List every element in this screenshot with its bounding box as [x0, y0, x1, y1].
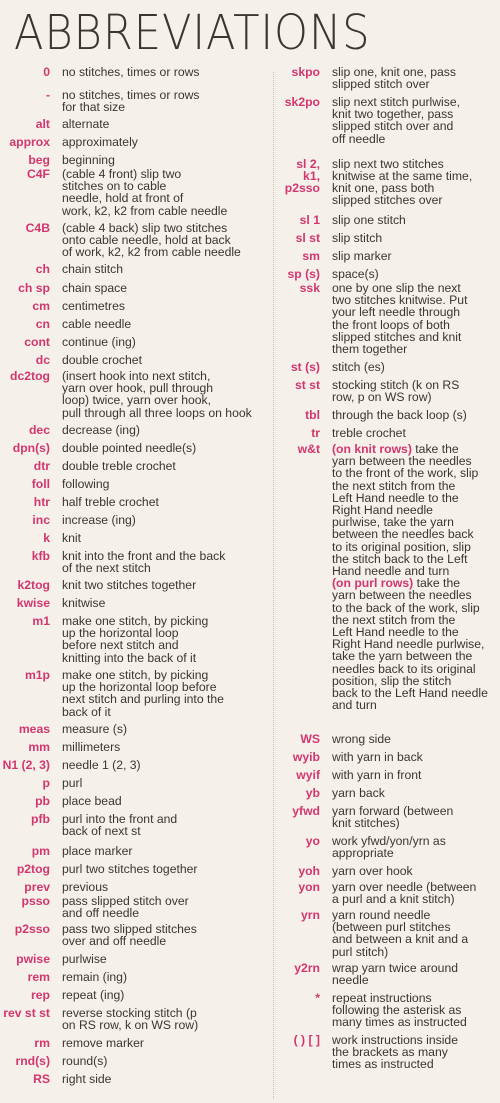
abbreviation-term: m1p	[24, 668, 50, 682]
abbreviation-row	[280, 409, 500, 427]
abbreviation-definition: place marker	[62, 844, 133, 858]
abbreviation-row	[280, 182, 500, 214]
abbreviation-definition: (cable 4 back) slip two stitches onto cable needle, hold at back of work, k2, k2 from cable needle	[62, 221, 241, 260]
abbreviation-row	[0, 1007, 268, 1037]
abbreviation-term: -	[45, 88, 50, 102]
abbreviation-definition: yarn round needle (between purl stitches and between a knit and a purl stitch)	[332, 908, 469, 959]
abbreviation-definition: double treble crochet	[62, 459, 176, 473]
abbreviation-row	[0, 442, 268, 460]
left-column	[0, 66, 268, 1091]
abbreviation-definition: slip one stitch	[332, 213, 406, 227]
abbreviation-row	[280, 909, 500, 962]
abbreviation-definition: reverse stocking stitch (p on RS row, k on WS row)	[62, 1006, 199, 1033]
abbreviation-definition: wrong side	[332, 732, 391, 746]
abbreviation-row	[0, 579, 268, 597]
abbreviation-definition: alternate	[62, 117, 110, 131]
abbreviation-term: WS	[300, 732, 320, 746]
abbreviation-term: sl 1	[299, 213, 320, 227]
abbreviation-row	[280, 805, 500, 835]
abbreviation-definition: increase (ing)	[62, 513, 136, 527]
abbreviation-term: psso	[21, 894, 50, 908]
abbreviation-definition: (cable 4 front) slip two stitches on to cable needle, hold at front of work, k2, k2 from cable needle	[62, 167, 228, 218]
abbreviation-term: inc	[32, 513, 50, 527]
abbreviation-term: beg	[28, 153, 50, 167]
abbreviation-definition: repeat instructions following the asterisk as many times as instructed	[332, 991, 467, 1030]
abbreviation-row	[0, 300, 268, 318]
abbreviation-term: yon	[298, 880, 320, 894]
abbreviation-term: sm	[302, 249, 320, 263]
abbreviation-definition: slip next two stitches knitwise at the same time,	[332, 157, 473, 184]
abbreviation-definition: no stitches, times or rows for that size	[62, 88, 200, 115]
abbreviation-term: rnd(s)	[15, 1054, 50, 1068]
abbreviation-term: dtr	[33, 459, 50, 473]
abbreviation-term: foll	[31, 477, 50, 491]
abbreviation-row	[280, 443, 500, 733]
abbreviation-definition: knit into the front and the back of the next stitch	[62, 549, 226, 576]
abbreviation-term: skpo	[291, 65, 320, 79]
page-title: ABBREVIATIONS	[14, 5, 371, 61]
abbreviation-term: sk2po	[284, 95, 320, 109]
abbreviation-term: rem	[27, 970, 50, 984]
abbreviation-row	[0, 597, 268, 615]
abbreviation-term: sl st	[295, 231, 320, 245]
abbreviation-term: k	[43, 531, 50, 545]
abbreviation-definition: place bead	[62, 794, 122, 808]
abbreviation-term: pm	[31, 844, 50, 858]
abbreviation-term: tbl	[305, 408, 320, 422]
abbreviation-term: htr	[33, 495, 50, 509]
abbreviation-definition: treble crochet	[332, 426, 406, 440]
abbreviation-term: w&t	[297, 442, 320, 456]
abbreviation-definition: remain (ing)	[62, 970, 128, 984]
abbreviation-term: pb	[35, 794, 50, 808]
abbreviation-term: C4B	[25, 221, 50, 235]
abbreviation-term: yrn	[301, 908, 320, 922]
abbreviation-definition: centimetres	[62, 299, 125, 313]
abbreviation-term: 0	[43, 65, 50, 79]
abbreviation-term: kwise	[16, 596, 50, 610]
abbreviation-definition: purl into the front and back of next st	[62, 812, 178, 839]
abbreviation-definition: knit two stitches together	[62, 578, 197, 592]
abbreviation-definition: double pointed needle(s)	[62, 441, 197, 455]
abbreviation-definition: stocking stitch (k on RS row, p on WS row)	[332, 378, 460, 405]
abbreviation-definition: repeat (ing)	[62, 988, 125, 1002]
abbreviation-definition: slip next stitch purlwise, knit two together, pass slipped stitch over and off needle	[332, 95, 461, 146]
abbreviation-row	[0, 66, 268, 89]
abbreviation-term: pfb	[31, 812, 50, 826]
abbreviation-row	[0, 318, 268, 336]
abbreviation-definition: purl	[62, 776, 83, 790]
abbreviation-definition: (insert hook into next stitch, yarn over hook, pull through loop) twice, yarn over hook, pull through all three loops on hook	[62, 369, 252, 420]
abbreviation-term: dec	[28, 423, 50, 437]
abbreviation-row	[280, 751, 500, 769]
abbreviation-row	[0, 741, 268, 759]
abbreviation-definition: half treble crochet	[62, 495, 159, 509]
abbreviation-row	[0, 923, 268, 953]
abbreviation-term: pwise	[16, 952, 50, 966]
abbreviation-definition: continue (ing)	[62, 335, 136, 349]
abbreviation-row	[0, 971, 268, 989]
abbreviation-definition: pass two slipped stitches over and off needle	[62, 922, 197, 949]
abbreviation-row	[280, 361, 500, 379]
abbreviation-definition: round(s)	[62, 1054, 108, 1068]
abbreviation-term: prev	[24, 880, 50, 894]
abbreviation-term: p2sso	[284, 181, 320, 195]
abbreviation-row	[280, 835, 500, 865]
abbreviation-term: rm	[34, 1036, 50, 1050]
abbreviation-term: p	[42, 776, 50, 790]
abbreviation-definition: following	[62, 477, 110, 491]
abbreviation-row	[0, 514, 268, 532]
abbreviation-definition: chain stitch	[62, 262, 123, 276]
abbreviation-definition: beginning	[62, 153, 115, 167]
abbreviation-row	[0, 282, 268, 300]
abbreviation-definition: chain space	[62, 281, 128, 295]
abbreviation-term: p2sso	[14, 922, 50, 936]
abbreviation-row	[0, 370, 268, 424]
abbreviation-term: RS	[33, 1072, 50, 1086]
abbreviation-row	[0, 222, 268, 263]
abbreviation-definition: knitwise	[62, 596, 106, 610]
abbreviation-definition: needle 1 (2, 3)	[62, 758, 141, 772]
abbreviation-row	[0, 1037, 268, 1055]
abbreviation-definition: purl two stitches together	[62, 862, 198, 876]
abbreviation-term: p2tog	[16, 862, 50, 876]
abbreviation-row	[0, 496, 268, 514]
abbreviation-row	[280, 992, 500, 1034]
abbreviation-row	[0, 881, 268, 895]
column-divider	[273, 72, 274, 1099]
abbreviation-row	[0, 550, 268, 579]
abbreviation-term: rep	[31, 988, 50, 1002]
abbreviation-term: y2rn	[294, 961, 320, 975]
abbreviation-row	[280, 733, 500, 751]
abbreviation-row	[0, 863, 268, 881]
abbreviation-definition: approximately	[62, 135, 138, 149]
abbreviation-definition: make one stitch, by picking up the horizontal loop before next stitch and knitting into the back of it	[62, 614, 209, 665]
abbreviation-term: alt	[35, 117, 50, 131]
abbreviation-row	[0, 615, 268, 669]
abbreviation-row	[0, 336, 268, 354]
abbreviation-row	[280, 66, 500, 96]
abbreviation-term: ch sp	[18, 281, 50, 295]
abbreviation-definition: yarn over hook	[332, 864, 413, 878]
abbreviation-definition: stitch (es)	[332, 360, 385, 374]
abbreviation-definition: through the back loop (s)	[332, 408, 467, 422]
abbreviation-definition: remove marker	[62, 1036, 144, 1050]
abbreviation-term: ( ) [ ]	[293, 1033, 320, 1047]
abbreviation-row	[280, 962, 500, 992]
abbreviation-row	[0, 89, 268, 118]
abbreviation-row	[0, 723, 268, 741]
abbreviation-definition: no stitches, times or rows	[62, 65, 200, 79]
abbreviation-term: tr	[311, 426, 320, 440]
abbreviation-definition: one by one slip the next two stitches knitwise. Put your left needle through the front loops of both slipped stitches and knit them together	[332, 281, 468, 357]
abbreviation-row	[280, 787, 500, 805]
abbreviation-definition: knit one, pass both slipped stitches over	[332, 181, 443, 208]
abbreviation-definition: with yarn in back	[332, 750, 423, 764]
abbreviation-definition: purlwise	[62, 952, 107, 966]
abbreviation-term: st (s)	[290, 360, 320, 374]
abbreviation-row	[0, 532, 268, 550]
abbreviation-definition: measure (s)	[62, 722, 128, 736]
abbreviation-row	[280, 250, 500, 268]
abbreviation-row	[280, 214, 500, 232]
abbreviation-row	[0, 154, 268, 168]
abbreviation-definition: with yarn in front	[332, 768, 422, 782]
abbreviation-row	[280, 268, 500, 282]
abbreviation-term: sl 2, k1,	[296, 157, 320, 184]
abbreviation-term: yfwd	[292, 804, 320, 818]
abbreviation-definition: double crochet	[62, 353, 142, 367]
abbreviation-row	[0, 1073, 268, 1091]
abbreviation-definition: yarn forward (between knit stitches)	[332, 804, 454, 831]
abbreviation-term: sp (s)	[287, 267, 320, 281]
abbreviation-term: N1 (2, 3)	[2, 758, 50, 772]
abbreviation-term: dpn(s)	[12, 441, 50, 455]
abbreviation-definition: wrap yarn twice around needle	[332, 961, 458, 988]
abbreviation-row	[280, 379, 500, 409]
abbreviation-row	[280, 232, 500, 250]
abbreviation-row	[0, 813, 268, 845]
abbreviation-term: cm	[32, 299, 50, 313]
abbreviation-definition: cable needle	[62, 317, 132, 331]
abbreviation-definition: work yfwd/yon/yrn as appropriate	[332, 834, 446, 861]
abbreviation-row	[280, 1034, 500, 1076]
abbreviation-definition: space(s)	[332, 267, 379, 281]
abbreviation-row	[0, 478, 268, 496]
abbreviation-row	[0, 168, 268, 222]
abbreviation-term: *	[315, 991, 320, 1005]
bold-note: (on purl rows)	[332, 576, 414, 591]
abbreviation-definition: decrease (ing)	[62, 423, 140, 437]
abbreviation-definition: yarn over needle (between a purl and a knit stitch)	[332, 880, 477, 907]
abbreviation-definition: slip one, knit one, pass slipped stitch over	[332, 65, 456, 92]
right-column	[280, 66, 500, 1076]
abbreviation-row	[280, 769, 500, 787]
abbreviation-row	[0, 354, 268, 370]
abbreviation-definition: yarn back	[332, 786, 385, 800]
abbreviation-definition: previous	[62, 880, 109, 894]
abbreviation-row	[280, 96, 500, 158]
abbreviation-term: ch	[35, 262, 50, 276]
bold-note: (on knit rows)	[332, 442, 412, 456]
abbreviation-row	[280, 282, 500, 361]
abbreviation-row	[0, 759, 268, 777]
abbreviation-row	[0, 845, 268, 863]
abbreviation-row	[0, 953, 268, 971]
abbreviation-term: approx	[9, 135, 50, 149]
abbreviation-row	[0, 1055, 268, 1073]
abbreviation-term: cn	[35, 317, 50, 331]
abbreviation-row	[0, 895, 268, 923]
abbreviation-term: yo	[305, 834, 320, 848]
abbreviation-row	[0, 989, 268, 1007]
abbreviation-definition: (on knit rows) take the yarn between the needles to the front of the work, slip the next stitch from the Left Hand needle to the Right Hand needle purlwise, take the yarn between the needles back to its original position, slip the stitch back to the Left Hand needle and turn (on purl rows) take the yarn between the needles to the back of the work, slip the next stitch from the Left Hand needle to the Right Hand needle purlwise, take the yarn between the needles back to its original position, slip the stitch back to the Left Hand needle and turn	[332, 442, 488, 713]
abbreviation-term: dc2tog	[10, 369, 50, 383]
abbreviation-definition: make one stitch, by picking up the horizontal loop before next stitch and purling into the back of it	[62, 668, 224, 719]
abbreviation-definition: slip stitch	[332, 231, 383, 245]
abbreviation-definition: right side	[62, 1072, 112, 1086]
abbreviation-term: wyib	[292, 750, 320, 764]
abbreviation-row	[0, 777, 268, 795]
abbreviation-term: dc	[35, 353, 50, 367]
abbreviation-term: cont	[24, 335, 50, 349]
abbreviation-term: k2tog	[17, 578, 50, 592]
abbreviation-row	[280, 865, 500, 881]
abbreviation-term: yb	[305, 786, 320, 800]
abbreviation-row	[280, 158, 500, 182]
abbreviation-row	[0, 263, 268, 282]
abbreviation-definition: slip marker	[332, 249, 392, 263]
abbreviation-definition: pass slipped stitch over and off needle	[62, 894, 189, 921]
abbreviation-row	[0, 669, 268, 723]
abbreviation-row	[0, 795, 268, 813]
abbreviation-term: yoh	[298, 864, 320, 878]
abbreviation-definition: work instructions inside the brackets as many times as instructed	[332, 1033, 458, 1072]
abbreviation-term: meas	[18, 722, 50, 736]
abbreviation-row	[280, 427, 500, 443]
abbreviation-row	[280, 881, 500, 909]
abbreviation-term: st st	[294, 378, 320, 392]
abbreviation-term: wyif	[296, 768, 320, 782]
abbreviation-term: C4F	[26, 167, 50, 181]
abbreviation-row	[0, 118, 268, 136]
abbreviation-row	[0, 460, 268, 478]
abbreviation-term: mm	[28, 740, 50, 754]
abbreviation-term: m1	[32, 614, 50, 628]
abbreviation-term: ssk	[299, 281, 320, 295]
abbreviation-term: rev st st	[3, 1006, 50, 1020]
abbreviation-definition: knit	[62, 531, 81, 545]
abbreviation-term: kfb	[31, 549, 50, 563]
abbreviation-row	[0, 136, 268, 154]
abbreviation-row	[0, 424, 268, 442]
abbreviation-definition: millimeters	[62, 740, 121, 754]
